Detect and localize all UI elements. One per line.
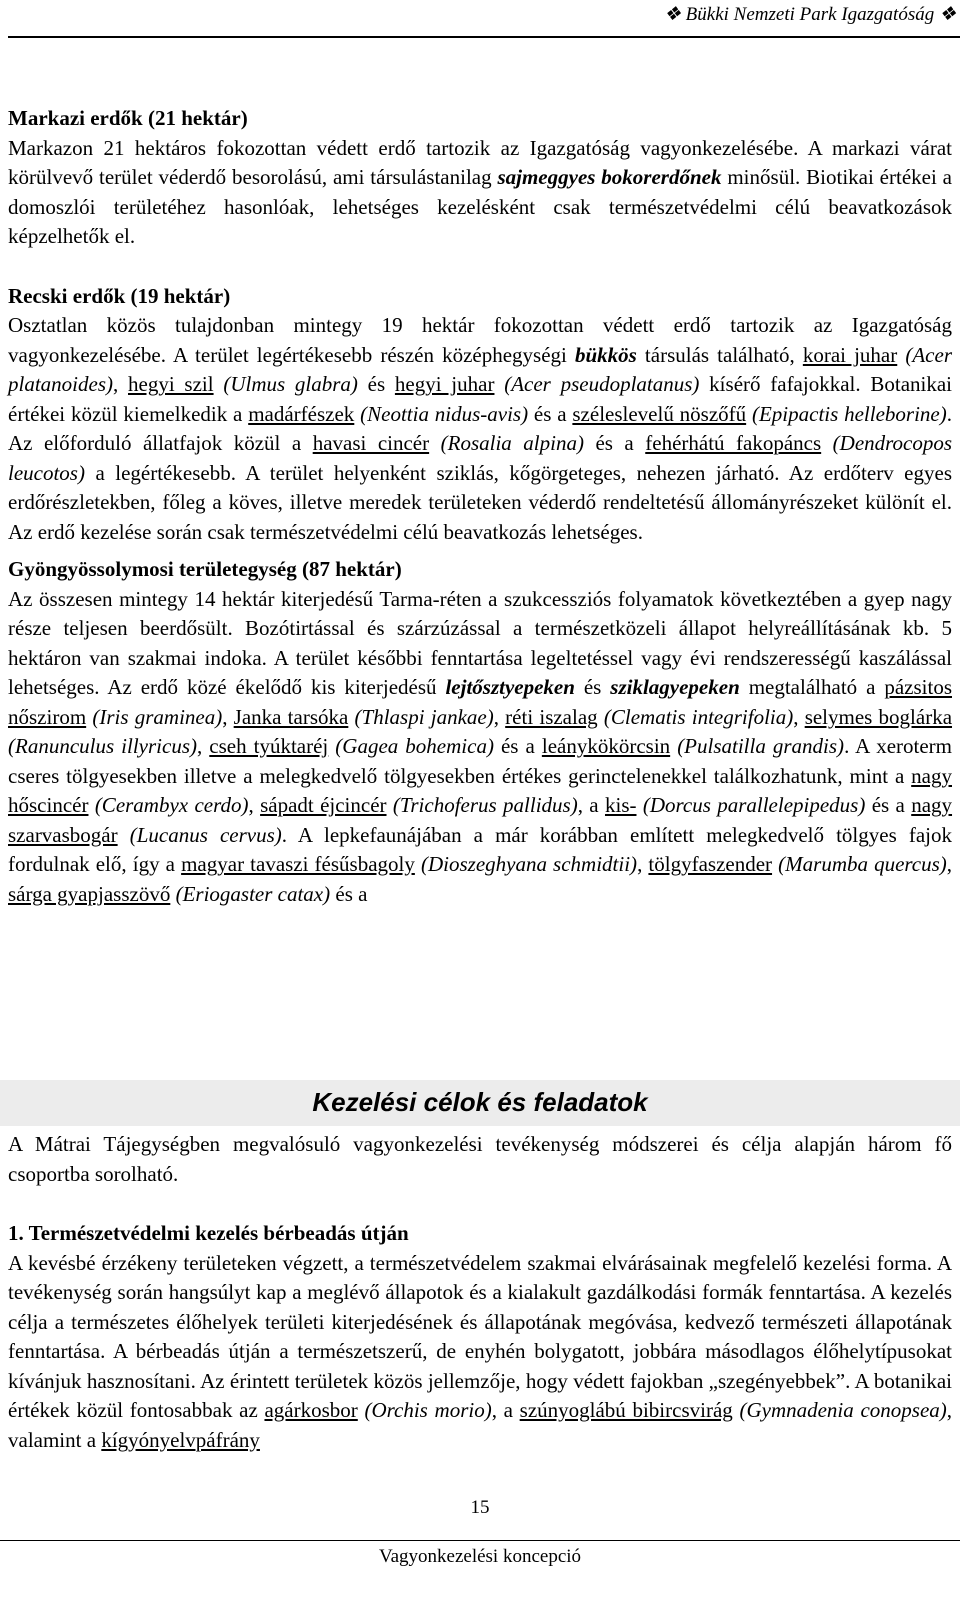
intro-paragraph: A Mátrai Tájegységben megvalósuló vagyonkezelési tevékenység módszerei és célja alapján három fő csoportba sorolható. [8,1132,952,1186]
header-divider [8,36,960,38]
section-heading-recsk: Recski erdők (19 hektár) [8,283,231,308]
page-number: 15 [470,1497,490,1518]
section-title: Kezelési célok és feladatok [312,1087,648,1117]
footer-divider [0,1540,960,1541]
main-content [8,104,952,909]
section-heading-markaz: Markazi erdők (21 hektár) [8,106,248,130]
section-heading-gyongyossolymos: Gyöngyössolymosi területegység (87 hektár) [8,557,402,581]
page-footer: Vagyonkezelési koncepció [378,1546,582,1567]
paragraph-recsk: Osztatlan közös tulajdonban mintegy 19 hektár fokozottan védett erdő tartozik az Igazgatóság vagyonkezelésébe. A terület legértékesebb részén középhegységi bükkös társulás található, korai juhar (Acer platanoides), hegyi szil (Ulmus glabra) és hegyi juhar (Acer pseudoplatanus) kísérő fafajokkal. Botanikai értékei közül kiemelkedik a madárfészek (Neottia nidus-avis) és a széleslevelű nöszőfű (Epipactis helleborine). Az előforduló állatfajok közül a havasi cincér (Rosalia alpina) és a fehérhátú fakopáncs (Dendrocopos leucotos) a legértékesebb. A terület helyenként sziklás, kőgörgeteges, nehezen járható. Az erdőterv egyes erdőrészletekben, főleg a köves, illetve meredek területeken véderdő rendeltetésű állományrészeket különít el. Az erdő kezelése során csak természetvédelmi célú beavatkozás lehetséges. [8,313,953,544]
subsection-heading-berbeadas: 1. Természetvédelmi kezelés bérbeadás útján [8,1221,409,1245]
page-header [0,2,960,28]
paragraph-markaz: Markazon 21 hektáros fokozottan védett erdő tartozik az Igazgatóság vagyonkezelésébe. A markazi várat körülvevő terület véderdő besorolású, ami társulástanilag sajmeggyes bokorerdőnek minősül. Biotikai értékei a domoszlói területéhez hasonlóak, lehetséges kezelésként csak természetvédelmi célú beavatkozások képzelhetők el. [8,135,952,248]
header-text: ❖ Bükki Nemzeti Park Igazgatóság ❖ [663,4,956,25]
paragraph-gyongyossolymos: Az összesen mintegy 14 hektár kiterjedésű Tarma-réten a szukcessziós folyamatok következtében a gyep nagy része teljesen beerdősült. Bozótirtással és szárzúzással a természetközeli állapot helyreállításának kb. 5 hektáron van szakmai indoka. A terület későbbi fenntartása legeltetéssel vagy évi rendszerességű kaszálással lehetséges. Az erdő közé ékelődő kis kiterjedésű lejtősztyepeken és sziklagyepeken megtalálható a pázsitos nőszirom (Iris graminea), Janka tarsóka (Thlaspi jankae), réti iszalag (Clematis integrifolia), selymes boglárka (Ranunculus illyricus), cseh tyúktaréj (Gagea bohemica) és a leánykökörcsin (Pulsatilla grandis). A xeroterm cseres tölgyesekben illetve a melegkedvelő tölgyesekben értékes gerinctelenekkel találkozhatunk, mint a nagy hőscincér (Cerambyx cerdo), sápadt éjcincér (Trichoferus pallidus), a kis- (Dorcus parallelepipedus) és a nagy szarvasbogár (Lucanus cervus). A lepkefaunájában a már korábban említett melegkedvelő tölgyes fajok fordulnak elő, így a magyar tavaszi fésűsbagoly (Dioszeghyana schmidtii), tölgyfaszender (Marumba quercus), sárga gyapjasszövő (Eriogaster catax) és a [8,586,953,906]
section-content [8,1130,952,1455]
paragraph-berbeadas: A kevésbé érzékeny területeken végzett, a természetvédelem szakmai elvárásainak megfelelő kezelési forma. A tevékenység során hangsúlyt kap a meglévő állapotok és a kialakult gazdálkodási formák fenntartása. A kezelés célja a természetes élőhelyek területi kiterjedésének és állapotának megóvása, kedvező természeti állapotának fenntartása. A bérbeadás útján a természetszerű, de enyhén bolygatott, jobbára másodlagos élőhelytípusokat kívánjuk hasznosítani. Az érintett területek közös jellemzője, hogy védett fajokban „szegényebbek”. A botanikai értékek közül fontosabbak az agárkosbor (Orchis morio), a szúnyoglábú bibircsvirág (Gymnadenia conopsea), valamint a kígyónyelvpáfrány [8,1250,953,1452]
